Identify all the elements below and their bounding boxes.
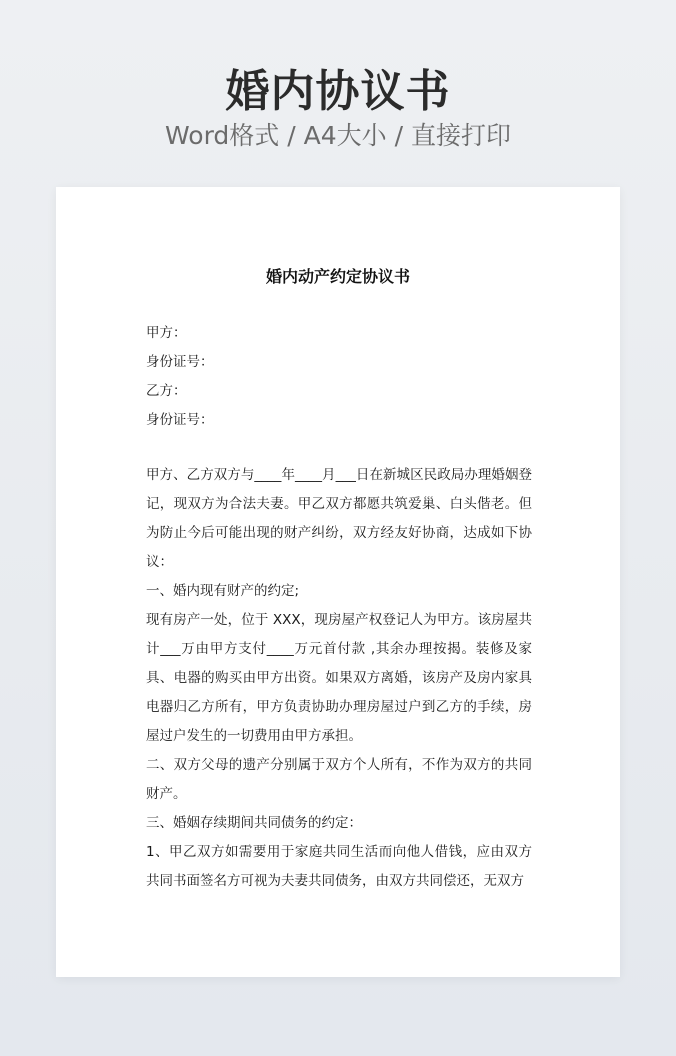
section-2-paragraph: 二、双方父母的遗产分别属于双方个人所有，不作为双方的共同财产。 xyxy=(146,757,532,802)
party-info-block xyxy=(146,319,536,435)
document-title: 婚内动产约定协议书 xyxy=(265,267,410,286)
party-b-id-label: 身份证号： xyxy=(146,412,214,428)
section-3-item-1: 1、甲乙双方如需要用于家庭共同生活而向他人借钱，应由双方共同书面签名方可视为夫妻共同债务，由双方共同偿还，无双方 xyxy=(146,844,532,889)
page-title: 婚内协议书 xyxy=(225,66,451,117)
party-a-id-label: 身份证号： xyxy=(146,354,214,370)
document-page xyxy=(56,187,620,977)
document-body xyxy=(146,461,532,896)
page-subtitle: Word格式 / A4大小 / 直接打印 xyxy=(165,121,511,150)
section-3-heading: 三、婚姻存续期间共同债务的约定： xyxy=(146,815,362,831)
intro-paragraph: 甲方、乙方双方与____年____月___日在新城区民政局办理婚姻登记，现双方为合法夫妻。甲乙双方都愿共筑爱巢、白头偕老。但为防止今后可能出现的财产纠纷，双方经友好协商，达成如下协议： xyxy=(146,467,532,570)
section-1-heading: 一、婚内现有财产的约定; xyxy=(146,583,300,599)
party-b-label: 乙方： xyxy=(146,383,187,399)
section-1-paragraph: 现有房产一处，位于 XXX，现房屋产权登记人为甲方。该房屋共计___万由甲方支付____万元首付款 ,其余办理按揭。装修及家具、电器的购买由甲方出资。如果双方离婚，该房产及房内家具电器归乙方所有，甲方负责协助办理房屋过户到乙方的手续，房屋过户发生的一切费用由甲方承担。 xyxy=(146,612,532,744)
party-a-label: 甲方： xyxy=(146,325,187,341)
